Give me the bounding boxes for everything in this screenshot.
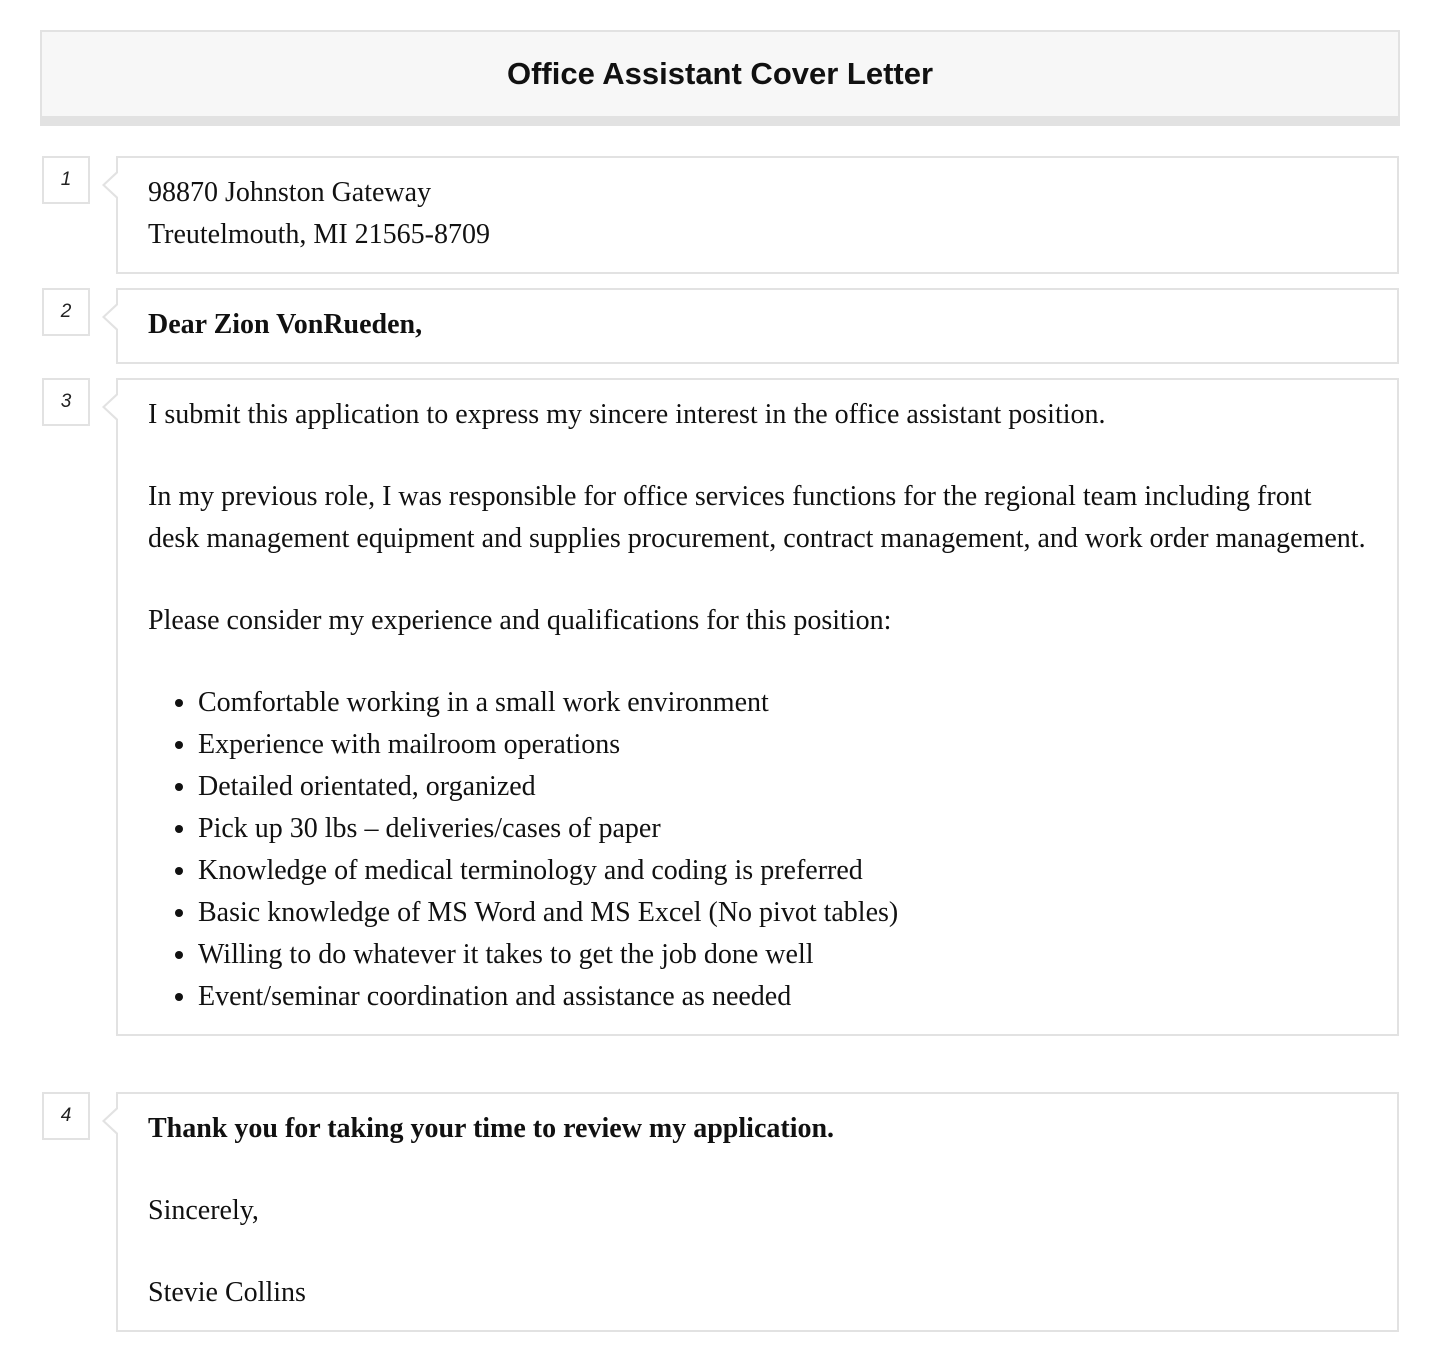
section-number-4: 4 <box>42 1092 90 1140</box>
address-line-1: 98870 Johnston Gateway <box>148 177 432 208</box>
list-item: • Event/seminar coordination and assistance as needed <box>198 976 1367 1018</box>
section-number-1: 1 <box>42 156 90 204</box>
salutation: Dear Zion VonRueden, <box>148 309 423 340</box>
section-number-3: 3 <box>42 378 90 426</box>
salutation-box <box>116 288 1399 364</box>
closing-box <box>116 1092 1399 1332</box>
title-bar <box>40 30 1400 126</box>
body-box <box>116 378 1399 1036</box>
page-title: Office Assistant Cover Letter <box>506 56 934 91</box>
list-item: • Experience with mailroom operations <box>198 724 1367 766</box>
list-item: • Knowledge of medical terminology and coding is preferred <box>198 850 1367 892</box>
section-number-2: 2 <box>42 288 90 336</box>
list-item: • Comfortable working in a small work environment <box>198 682 1367 724</box>
address-line-2: Treutelmouth, MI 21565-8709 <box>148 219 490 250</box>
qualifications-list <box>148 682 1367 1018</box>
address-box <box>116 156 1399 274</box>
body-paragraph-2: In my previous role, I was responsible for office services functions for the regional team including front desk management equipment and supplies procurement, contract management, and work order management. <box>148 481 1366 554</box>
closing-line: Sincerely, <box>148 1195 259 1226</box>
list-item: • Detailed orientated, organized <box>198 766 1367 808</box>
thank-you-line: Thank you for taking your time to review my application. <box>148 1113 835 1144</box>
list-item: • Pick up 30 lbs – deliveries/cases of paper <box>198 808 1367 850</box>
list-item: • Basic knowledge of MS Word and MS Excel (No pivot tables) <box>198 892 1367 934</box>
list-item: • Willing to do whatever it takes to get the job done well <box>198 934 1367 976</box>
body-paragraph-3: Please consider my experience and qualifications for this position: <box>148 605 892 636</box>
signature-name: Stevie Collins <box>148 1277 306 1308</box>
body-paragraph-1: I submit this application to express my sincere interest in the office assistant position. <box>148 399 1106 430</box>
